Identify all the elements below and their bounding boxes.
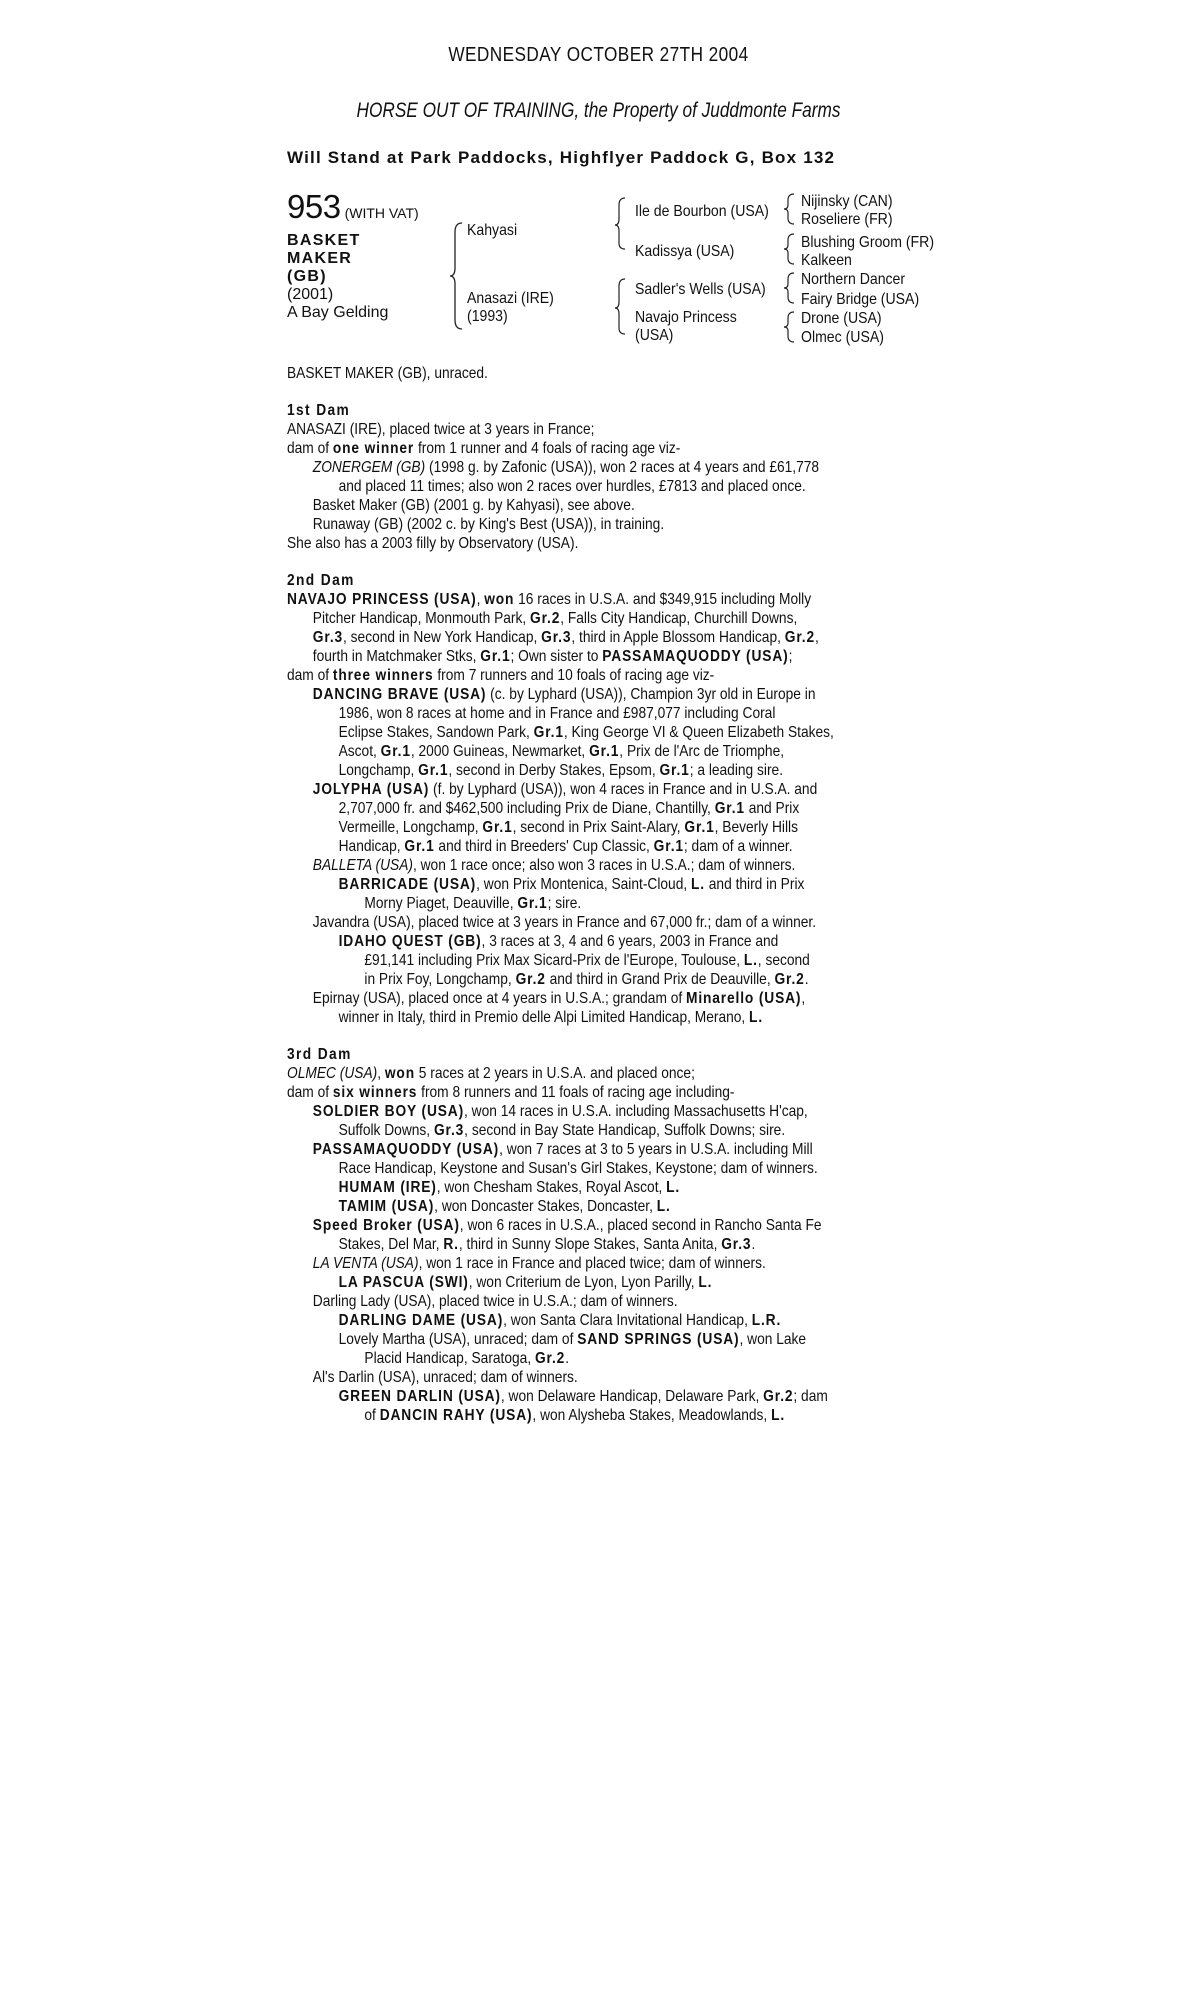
dancing-brave-3: Eclipse Stakes, Sandown Park, Gr.1, King George VI & Queen Elizabeth Stakes, xyxy=(338,724,834,741)
la-venta-1: LA VENTA (USA), won 1 race in France and placed twice; dam of winners. xyxy=(312,1255,766,1272)
first-dam-produce-line: dam of one winner from 1 runner and 4 foals of racing age viz- xyxy=(287,440,681,457)
lovely-martha-1: Lovely Martha (USA), unraced; dam of SAND SPRINGS (USA), won Lake xyxy=(338,1331,807,1348)
idaho-quest-3: in Prix Foy, Longchamp, Gr.2 and third in Grand Prix de Deauville, Gr.2. xyxy=(364,971,809,988)
darling-dame-1: DARLING DAME (USA), won Santa Clara Invitational Handicap, L.R. xyxy=(338,1312,782,1329)
dancing-brave-4: Ascot, Gr.1, 2000 Guineas, Newmarket, Gr.1, Prix de l'Arc de Triomphe, xyxy=(338,743,785,760)
pedigree-dam-dam xyxy=(635,309,737,345)
second-dam-heading: 2nd Dam xyxy=(287,572,355,589)
horse-details xyxy=(287,232,427,322)
horse-country: (GB) xyxy=(287,268,327,285)
jolypha-1: JOLYPHA (USA) (f. by Lyphard (USA)), won 4 races in France and in U.S.A. and xyxy=(312,781,818,798)
pedigree-dsd: Fairy Bridge (USA) xyxy=(801,291,920,308)
pedigree-dss: Northern Dancer xyxy=(801,271,906,288)
idaho-quest-2: £91,141 including Prix Max Sicard-Prix de l'Europe, Toulouse, L., second xyxy=(364,952,810,969)
produce-runaway: Runaway (GB) (2002 c. by King's Best (USA)), in training. xyxy=(312,516,665,533)
dancing-brave-1: DANCING BRAVE (USA) (c. by Lyphard (USA)), Champion 3yr old in Europe in xyxy=(312,686,816,703)
consignment-title: HORSE OUT OF TRAINING, the Property of Juddmonte Farms xyxy=(356,99,841,122)
produce-zonergem: ZONERGEM (GB) (1998 g. by Zafonic (USA)), won 2 races at 4 years and £61,778 xyxy=(312,459,820,476)
pedigree-bracket-sd xyxy=(784,233,796,267)
pedigree-sire-dam: Kadissya (USA) xyxy=(635,243,735,260)
pedigree-bracket-gen1 xyxy=(450,222,464,330)
speed-broker-2: Stakes, Del Mar, R., third in Sunny Slope Stakes, Santa Anita, Gr.3. xyxy=(338,1236,756,1253)
pedigree-bracket-ds xyxy=(784,272,796,306)
first-dam-line: ANASAZI (IRE), placed twice at 3 years in France; xyxy=(287,421,595,438)
pedigree-dam xyxy=(467,290,554,326)
barricade-1: BARRICADE (USA), won Prix Montenica, Saint-Cloud, L. and third in Prix xyxy=(338,876,805,893)
vat-note: (WITH VAT) xyxy=(344,205,419,221)
pedigree-sds: Blushing Groom (FR) xyxy=(801,234,935,251)
third-dam-heading: 3rd Dam xyxy=(287,1046,352,1063)
pedigree-dam-sire: Sadler's Wells (USA) xyxy=(635,281,766,298)
idaho-quest-1: IDAHO QUEST (GB), 3 races at 3, 4 and 6 years, 2003 in France and xyxy=(338,933,779,950)
lot-header xyxy=(287,188,419,226)
olmec-produce-line: dam of six winners from 8 runners and 11 foals of racing age including- xyxy=(287,1084,735,1101)
pedigree-ddd: Olmec (USA) xyxy=(801,329,884,346)
soldier-boy-2: Suffolk Downs, Gr.3, second in Bay State Handicap, Suffolk Downs; sire. xyxy=(338,1122,786,1139)
dancing-brave-5: Longchamp, Gr.1, second in Derby Stakes, Epsom, Gr.1; a leading sire. xyxy=(338,762,784,779)
sale-date: WEDNESDAY OCTOBER 27TH 2004 xyxy=(448,44,749,66)
intro-line: BASKET MAKER (GB), unraced. xyxy=(287,365,488,382)
pedigree-bracket-sire xyxy=(615,197,627,257)
lovely-martha-2: Placid Handicap, Saratoga, Gr.2. xyxy=(364,1350,570,1367)
horse-name: BASKET MAKER xyxy=(287,232,361,267)
dancing-brave-2: 1986, won 8 races at home and in France and £987,077 including Coral xyxy=(338,705,776,722)
jolypha-3: Vermeille, Longchamp, Gr.1, second in Prix Saint-Alary, Gr.1, Beverly Hills xyxy=(338,819,798,836)
navajo-line-4: fourth in Matchmaker Stks, Gr.1; Own sister to PASSAMAQUODDY (USA); xyxy=(312,648,793,665)
pedigree-sire: Kahyasi xyxy=(467,222,518,239)
pedigree-sss: Nijinsky (CAN) xyxy=(801,193,893,210)
jolypha-4: Handicap, Gr.1 and third in Breeders' Cup Classic, Gr.1; dam of a winner. xyxy=(338,838,793,855)
la-pascua-1: LA PASCUA (SWI), won Criterium de Lyon, Lyon Parilly, L. xyxy=(338,1274,713,1291)
pedigree-dds: Drone (USA) xyxy=(801,310,882,327)
passamaquoddy-2: Race Handicap, Keystone and Susan's Girl Stakes, Keystone; dam of winners. xyxy=(338,1160,818,1177)
stabling-location: Will Stand at Park Paddocks, Highflyer Paddock G, Box 132 xyxy=(287,148,836,167)
pedigree-dam-name: Anasazi (IRE) xyxy=(467,290,554,307)
epirnay-1: Epirnay (USA), placed once at 4 years in U.S.A.; grandam of Minarello (USA), xyxy=(312,990,806,1007)
navajo-line-2: Pitcher Handicap, Monmouth Park, Gr.2, Falls City Handicap, Churchill Downs, xyxy=(312,610,798,627)
green-darlin-2: of DANCIN RAHY (USA), won Alysheba Stakes, Meadowlands, L. xyxy=(364,1407,786,1424)
tamim-1: TAMIM (USA), won Doncaster Stakes, Doncaster, L. xyxy=(338,1198,671,1215)
lot-number: 953 xyxy=(287,188,341,225)
green-darlin-1: GREEN DARLIN (USA), won Delaware Handicap, Delaware Park, Gr.2; dam xyxy=(338,1388,828,1405)
darling-lady-1: Darling Lady (USA), placed twice in U.S.A.; dam of winners. xyxy=(312,1293,678,1310)
pedigree-dam-dam-country: (USA) xyxy=(635,327,674,344)
navajo-produce-line: dam of three winners from 7 runners and 10 foals of racing age viz- xyxy=(287,667,715,684)
produce-zonergem-cont: and placed 11 times; also won 2 races over hurdles, £7813 and placed once. xyxy=(338,478,806,495)
produce-basket-maker: Basket Maker (GB) (2001 g. by Kahyasi), see above. xyxy=(312,497,635,514)
speed-broker-1: Speed Broker (USA), won 6 races in U.S.A., placed second in Rancho Santa Fe xyxy=(312,1217,822,1234)
epirnay-2: winner in Italy, third in Premio delle Alpi Limited Handicap, Merano, L. xyxy=(338,1009,763,1026)
pedigree-ssd: Roseliere (FR) xyxy=(801,211,893,228)
pedigree-dam-dam-name: Navajo Princess xyxy=(635,309,737,326)
pedigree-bracket-dam xyxy=(615,278,627,342)
balleta-1: BALLETA (USA), won 1 race once; also won 3 races in U.S.A.; dam of winners. xyxy=(312,857,796,874)
first-dam-also: She also has a 2003 filly by Observatory (USA). xyxy=(287,535,579,552)
olmec-line-1: OLMEC (USA), won 5 races at 2 years in U.S.A. and placed once; xyxy=(287,1065,695,1082)
navajo-line-3: Gr.3, second in New York Handicap, Gr.3, third in Apple Blossom Handicap, Gr.2, xyxy=(312,629,819,646)
catalogue-body xyxy=(287,364,927,1425)
humam-1: HUMAM (IRE), won Chesham Stakes, Royal Ascot, L. xyxy=(338,1179,681,1196)
pedigree-sire-sire: Ile de Bourbon (USA) xyxy=(635,203,769,220)
navajo-line-1: NAVAJO PRINCESS (USA), won 16 races in U.S.A. and $349,915 including Molly xyxy=(287,591,812,608)
barricade-2: Morny Piaget, Deauville, Gr.1; sire. xyxy=(364,895,582,912)
horse-description: A Bay Gelding xyxy=(287,304,389,321)
soldier-boy-1: SOLDIER BOY (USA), won 14 races in U.S.A. including Massachusetts H'cap, xyxy=(312,1103,808,1120)
pedigree-sdd: Kalkeen xyxy=(801,252,852,269)
pedigree-bracket-ss xyxy=(784,193,796,227)
foaling-year: (2001) xyxy=(287,286,334,303)
als-darlin-1: Al's Darlin (USA), unraced; dam of winners. xyxy=(312,1369,578,1386)
jolypha-2: 2,707,000 fr. and $462,500 including Prix de Diane, Chantilly, Gr.1 and Prix xyxy=(338,800,800,817)
pedigree-dam-year: (1993) xyxy=(467,308,508,325)
javandra-1: Javandra (USA), placed twice at 3 years in France and 67,000 fr.; dam of a winner. xyxy=(312,914,817,931)
pedigree-bracket-dd xyxy=(784,311,796,345)
first-dam-heading: 1st Dam xyxy=(287,402,351,419)
passamaquoddy-1: PASSAMAQUODDY (USA), won 7 races at 3 to 5 years in U.S.A. including Mill xyxy=(312,1141,813,1158)
